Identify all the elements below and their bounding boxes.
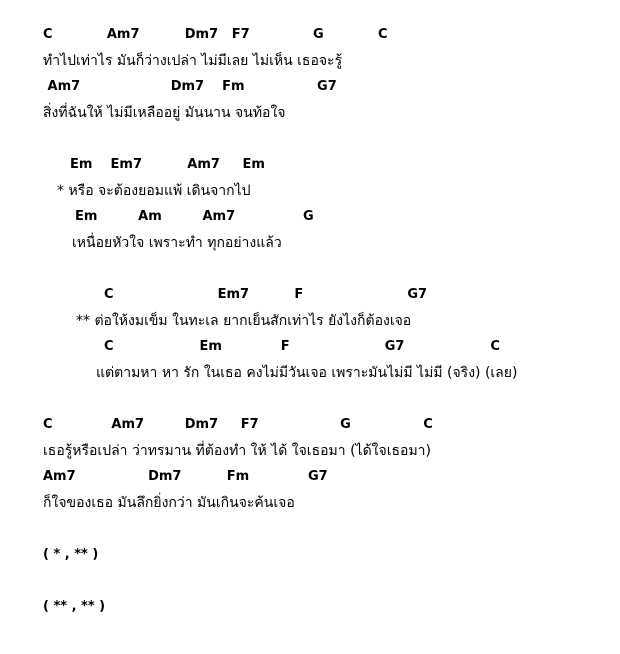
lyric-line: เหนื่อยหัวใจ เพราะทำ ทุกอย่างแล้ว bbox=[72, 235, 282, 251]
chord-line: C Em7 F G7 bbox=[104, 287, 428, 302]
chord-line: C Em F G7 C bbox=[104, 339, 500, 354]
chord-line: C Am7 Dm7 F7 G C bbox=[43, 27, 388, 42]
repeat-marker: ( ** , ** ) bbox=[43, 599, 106, 614]
lyric-line: * หรือ จะต้องยอมแพ้ เดินจากไป bbox=[57, 183, 251, 199]
lyric-line: แต่ตามหา หา รัก ในเธอ คงไม่มีวันเจอ เพราะมันไม่มี ไม่มี (จริง) (เลย) bbox=[96, 365, 518, 381]
chord-line: C Am7 Dm7 F7 G C bbox=[43, 417, 433, 432]
chord-line: Am7 Dm7 Fm G7 bbox=[43, 469, 328, 484]
lyric-line: เธอรู้หรือเปล่า ว่าทรมาน ที่ต้องทำ ให้ ได้ ใจเธอมา (ได้ใจเธอมา) bbox=[43, 443, 432, 459]
lyric-line: สิ่งที่ฉันให้ ไม่มีเหลืออยู่ มันนาน จนท้อใจ bbox=[43, 105, 286, 121]
chord-line: Am7 Dm7 Fm G7 bbox=[43, 79, 337, 94]
chord-line: Em Am Am7 G bbox=[75, 209, 314, 224]
lyric-line: ก็ใจของเธอ มันลึกยิ่งกว่า มันเกินจะค้นเจอ bbox=[43, 495, 295, 511]
chord-line: Em Em7 Am7 Em bbox=[70, 157, 265, 172]
repeat-marker: ( * , ** ) bbox=[43, 547, 99, 562]
lyric-line: ทำไปเท่าไร มันก็ว่างเปล่า ไม่มีเลย ไม่เห็น เธอจะรู้ bbox=[43, 53, 343, 69]
lyric-line: ** ต่อให้งมเข็ม ในทะเล ยากเย็นสักเท่าไร ยังไงก็ต้องเจอ bbox=[76, 313, 412, 329]
